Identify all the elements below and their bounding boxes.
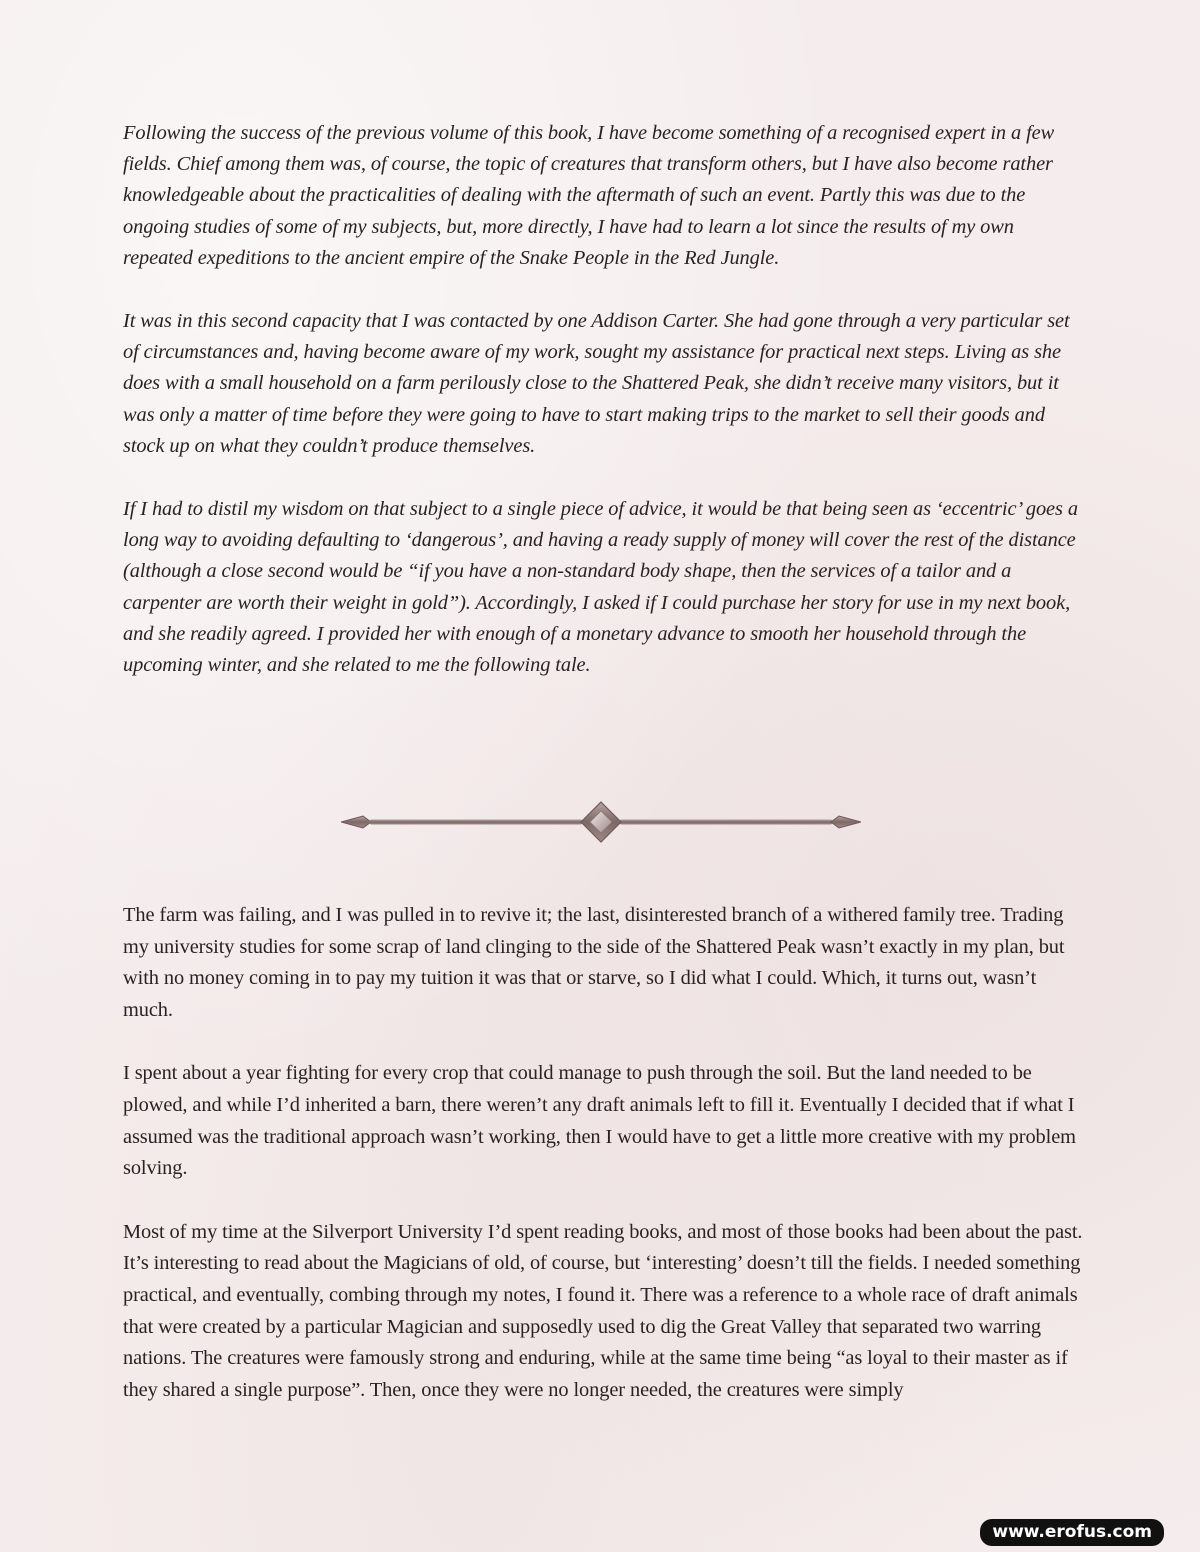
intro-paragraph-1: Following the success of the previous volume of this book, I have become something of a recognised expert in a few fields. Chief among them was, of course, the topic of creatures that transform others, but I have also become rather knowledgeable about the practicalities of dealing with the aftermath of such an event. Partly this was due to the ongoing studies of some of my subjects, but, more directly, I have had to learn a lot since the results of my own repeated expeditions to the ancient empire of the Snake People in the Red Jungle.	[123, 122, 1055, 269]
intro-paragraph-2: It was in this second capacity that I was contacted by one Addison Carter. She had gone through a very particular set of circumstances and, having become aware of my work, sought my assistance for practical next steps. Living as she does with a small household on a farm perilously close to the Shattered Peak, she didn’t receive many visitors, but it was only a matter of time before they were going to have to start making trips to the market to sell their goods and stock up on what they couldn’t produce themselves.	[123, 310, 1070, 457]
story-paragraph-2: I spent about a year fighting for every crop that could manage to push through the soil. But the land needed to be plowed, and while I’d inherited a barn, there weren’t any draft animals left to fill it. Eventually I decided that if what I assumed was the traditional approach wasn’t working, then I would have to get a little more creative with my problem solving.	[123, 1062, 1076, 1180]
ornamental-divider-icon	[341, 800, 861, 844]
watermark-label: www.erofus.com	[980, 1519, 1164, 1546]
story-section	[123, 900, 1083, 1438]
intro-paragraph-3: If I had to distil my wisdom on that subject to a single piece of advice, it would be that being seen as ‘eccentric’ goes a long way to avoiding defaulting to ‘dangerous’, and having a ready supply of money will cover the rest of the distance (although a close second would be “if you have a non-standard body shape, then the services of a tailor and a carpenter are worth their weight in gold”). Accordingly, I asked if I could purchase her story for use in my next book, and she readily agreed. I provided her with enough of a monetary advance to smooth her household through the upcoming winter, and she related to me the following tale.	[123, 498, 1078, 677]
story-paragraph-1: The farm was failing, and I was pulled in to revive it; the last, disinterested branch of a withered family tree. Trading my university studies for some scrap of land clinging to the side of the Shattered Peak wasn’t exactly in my plan, but with no money coming in to pay my tuition it was that or starve, so I did what I could. Which, it turns out, wasn’t much.	[123, 904, 1065, 1021]
story-paragraph-3: Most of my time at the Silverport University I’d spent reading books, and most of those books had been about the past. It’s interesting to read about the Magicians of old, of course, but ‘interesting’ doesn’t till the fields. I needed something practical, and eventually, combing through my notes, I found it. There was a reference to a whole race of draft animals that were created by a particular Magician and supposedly used to dig the Great Valley that separated two warring nations. The creatures were famously strong and enduring, while at the same time being “as loyal to their master as if they shared a single purpose”. Then, once they were no longer needed, the creatures were simply	[123, 1220, 1083, 1401]
intro-section	[123, 118, 1083, 713]
